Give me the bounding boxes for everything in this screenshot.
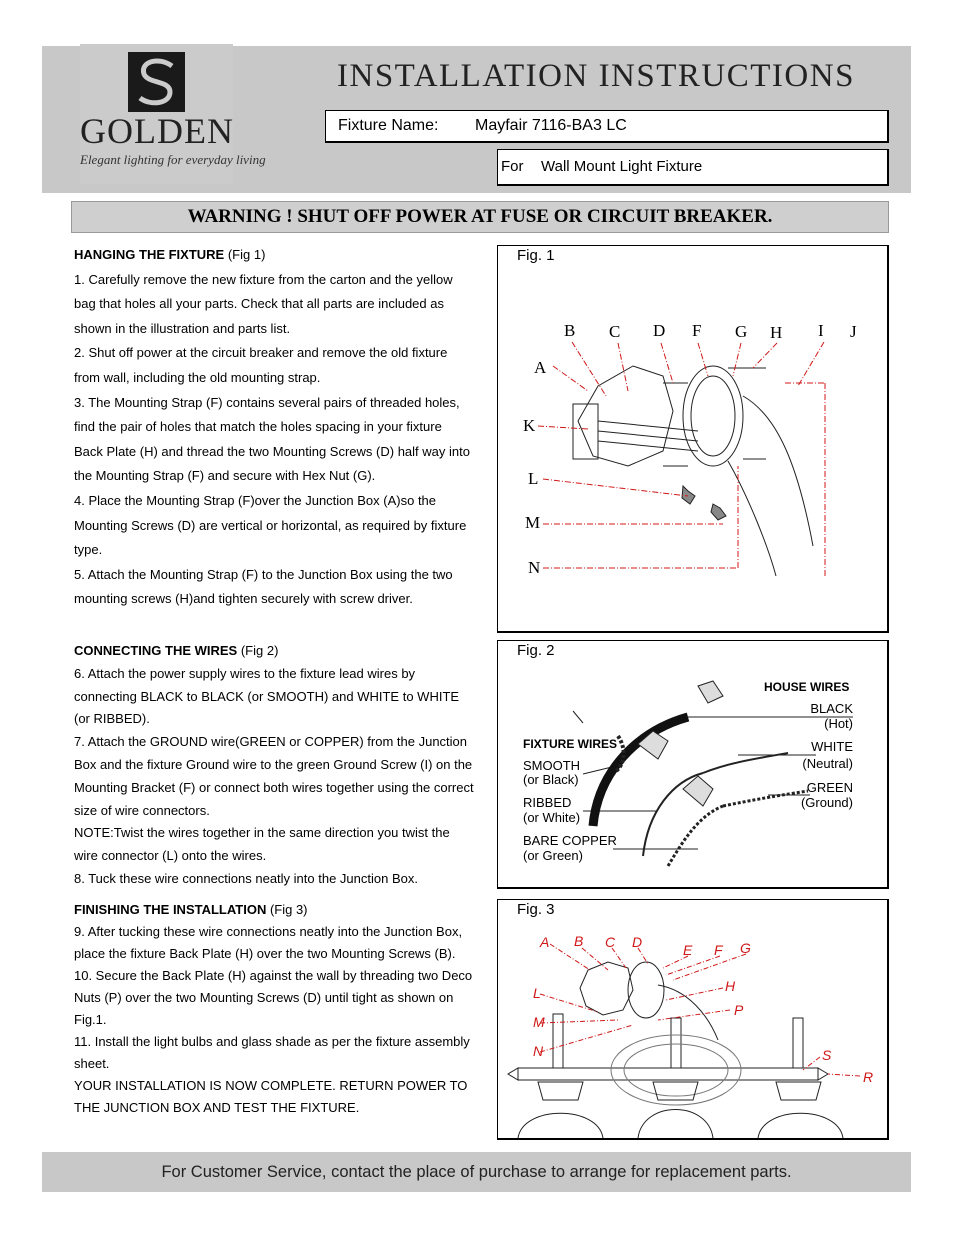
fig1-label-j: J <box>850 322 857 341</box>
fig1-label-l: L <box>528 469 539 488</box>
hanging-ref: (Fig 1) <box>224 247 266 262</box>
figure-3 <box>497 899 889 1140</box>
fixture-copper-sub: (or Green) <box>523 848 583 863</box>
completion-note: YOUR INSTALLATION IS NOW COMPLETE. RETURN POWER TO THE JUNCTION BOX AND TEST THE FIXTURE. <box>74 1078 468 1115</box>
fig3-label-r: R <box>863 1069 874 1085</box>
fig3-label-s: S <box>822 1047 832 1063</box>
note: NOTE:Twist the wires together in the same direction you twist the wire connector (L) onto the wires. <box>74 825 450 864</box>
mounting-strap <box>683 366 743 466</box>
box-face <box>573 404 598 459</box>
fig1-label-h: H <box>770 323 783 342</box>
fig3-label-p: P <box>734 1002 744 1018</box>
step-8: 8. Tuck these wire connections neatly into the Junction Box. <box>74 870 418 886</box>
fig3-label-a: A <box>540 934 550 950</box>
house-wires-title: HOUSE WIRES <box>764 680 850 694</box>
figure-2 <box>497 640 889 889</box>
connecting-heading: CONNECTING THE WIRES <box>74 643 238 658</box>
figure-3-label: Fig. 3 <box>517 901 555 918</box>
figure-1-diagram <box>498 246 887 631</box>
fig1-label-a: A <box>534 358 547 377</box>
fixture-name-value: Mayfair 7116-BA3 LC <box>475 117 627 134</box>
fig1-label-g: G <box>735 322 748 341</box>
fig3-label-b: B <box>574 933 584 949</box>
fig3-label-l: L <box>533 985 541 1001</box>
logo-brand: GOLDEN <box>80 111 234 151</box>
figure-3-diagram <box>498 900 887 1138</box>
step-6: 6. Attach the power supply wires to the fixture lead wires by connecting BLACK to BLACK (or SMOOTH) and WHITE to WHITE (or RIBBED). <box>74 665 460 727</box>
house-white: WHITE <box>811 739 853 754</box>
warning-banner: WARNING ! SHUT OFF POWER AT FUSE OR CIRCUIT BREAKER. <box>71 201 889 233</box>
fixture-copper: BARE COPPER <box>523 833 617 848</box>
page-title: INSTALLATION INSTRUCTIONS <box>337 58 855 94</box>
logo-tagline: Elegant lighting for everyday living <box>80 152 266 167</box>
fig1-label-d: D <box>653 321 666 340</box>
step-9: 9. After tucking these wire connections neatly into the Junction Box, place the fixture Back Plate (H) over the two Mounting Screws (B). <box>74 924 463 961</box>
fig3-label-e: E <box>683 942 693 958</box>
fig3-junction-box <box>580 962 633 1015</box>
finishing-section <box>74 899 474 1119</box>
fig1-label-b: B <box>564 321 576 340</box>
fig3-label-c: C <box>605 934 616 950</box>
house-black: BLACK <box>810 701 853 716</box>
fig3-label-d: D <box>632 934 643 950</box>
hanging-heading: HANGING THE FIXTURE <box>74 247 225 262</box>
house-green-sub: (Ground) <box>800 795 853 810</box>
fig3-label-h: H <box>725 978 736 994</box>
footer-band: For Customer Service, contact the place of purchase to arrange for replacement parts. <box>42 1152 911 1192</box>
figure-1-label: Fig. 1 <box>517 247 555 264</box>
connecting-ref: (Fig 2) <box>237 643 279 658</box>
fig3-label-m: M <box>533 1014 545 1030</box>
fixture-name-label: Fixture Name: <box>338 117 439 134</box>
fig1-label-f: F <box>692 321 702 340</box>
step-7: 7. Attach the GROUND wire(GREEN or COPPER) from the Junction Box and the fixture Ground wire to the green Ground Screw (I) on the Mounting Bracket (F) or connect both wires together using the correct size of wire connectors. <box>74 734 474 818</box>
fig1-label-m: M <box>525 513 541 532</box>
fixture-bar <box>518 1068 818 1080</box>
fixture-smooth: SMOOTH <box>523 758 581 773</box>
step-10: 10. Secure the Back Plate (H) against the wall by threading two Deco Nuts (P) over the two Mounting Screws (D) until tight as shown on Fig.1. <box>74 968 473 1027</box>
fig3-label-g: G <box>740 940 751 956</box>
fixture-wires-title: FIXTURE WIRES <box>523 737 618 751</box>
step-4: 4. Place the Mounting Strap (F)over the Junction Box (A)so the Mounting Screws (D) are vertical or horizontal, as required by fixture type. <box>74 492 467 558</box>
fig3-label-f: F <box>714 942 723 958</box>
house-green: GREEN <box>806 780 853 795</box>
finishing-ref: (Fig 3) <box>266 902 308 917</box>
step-11: 11. Install the light bulbs and glass shade as per the fixture assembly sheet. <box>74 1034 470 1071</box>
fixture-type-value: Wall Mount Light Fixture <box>541 158 703 175</box>
fig1-label-n: N <box>528 558 541 577</box>
hanging-section <box>74 243 474 612</box>
house-black-sub: (Hot) <box>824 716 853 731</box>
golden-logo <box>80 44 266 184</box>
connecting-section <box>74 640 474 891</box>
step-2: 2. Shut off power at the circuit breaker and remove the old fixture from wall, including the old mounting strap. <box>74 345 448 385</box>
fig1-label-c: C <box>609 322 621 341</box>
figure-2-diagram <box>498 641 887 887</box>
fig3-label-n: N <box>533 1043 544 1059</box>
figure-1 <box>497 245 889 633</box>
fixture-smooth-sub: (or Black) <box>523 772 579 787</box>
figure-2-label: Fig. 2 <box>517 642 555 659</box>
house-white-sub: (Neutral) <box>802 756 853 771</box>
logo-s-mark <box>128 52 185 112</box>
fixture-type-label: For <box>501 158 524 175</box>
fig1-label-i: I <box>818 321 824 340</box>
fixture-type-box <box>497 149 889 186</box>
step-3: 3. The Mounting Strap (F) contains several pairs of threaded holes, find the pair of holes that match the holes spacing in your fixture Back Plate (H) and thread the two Mounting Screws (D) half way into the Mounting Strap (F) and secure with Hex Nut (G). <box>74 394 470 484</box>
fixture-ribbed-sub: (or White) <box>523 810 581 825</box>
step-1: 1. Carefully remove the new fixture from the carton and the yellow bag that holes all your parts. Check that all parts are included as shown in the illustration and parts list. <box>74 271 453 336</box>
finishing-heading: FINISHING THE INSTALLATION <box>74 902 267 917</box>
fixture-name-box <box>325 110 889 143</box>
fig1-label-k: K <box>523 416 536 435</box>
fixture-ribbed: RIBBED <box>523 795 572 810</box>
step-5: 5. Attach the Mounting Strap (F) to the Junction Box using the two mounting screws (H)and tighten securely with screw driver. <box>74 566 453 607</box>
